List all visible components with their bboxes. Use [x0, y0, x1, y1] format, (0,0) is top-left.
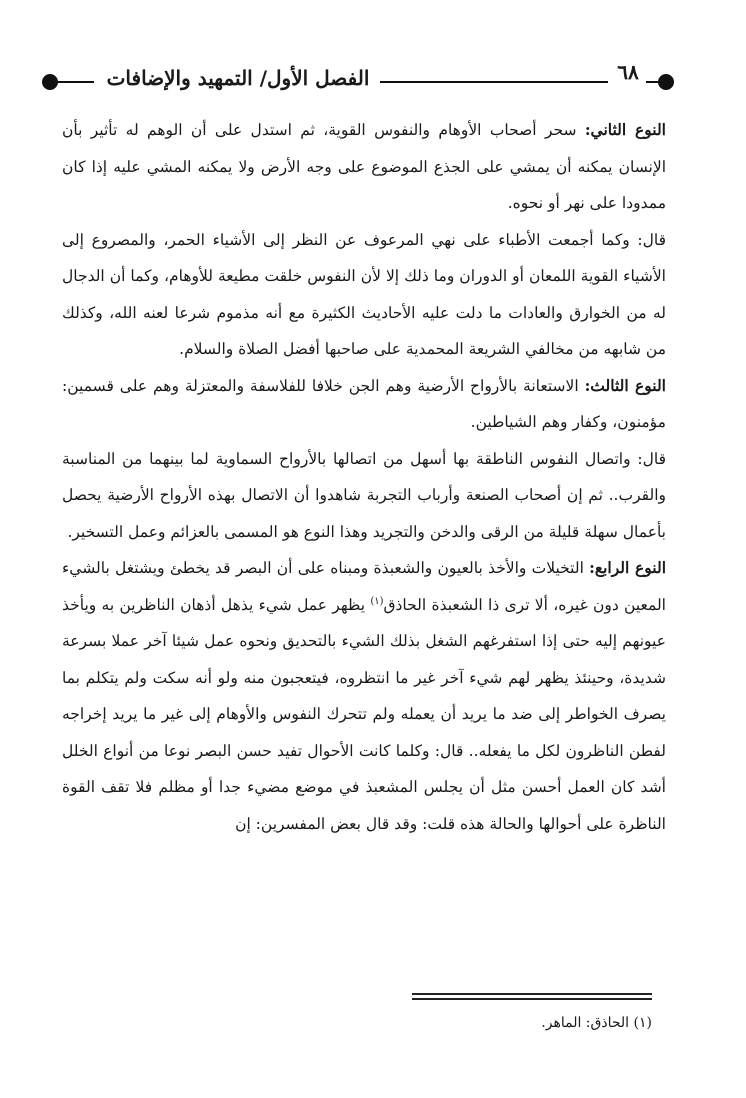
paragraph: [62, 222, 666, 368]
footnote: (١) الحاذق: الماهر.: [541, 1015, 652, 1031]
chapter-title: الفصل الأول/ التمهيد والإضافات: [106, 66, 370, 90]
paragraph: [62, 368, 666, 441]
paragraph-text: يظهر عمل شيء يذهل أذهان الناظرين به ويأخذ عيونهم إليه حتى إذا استفرغهم الشغل بذلك الشيء بالتحديق ونحوه عمل شيئا آخر عملا بسرعة شديدة، وحينئذ يظهر لهم شيء آخر غير ما انتظروه، فيتعجبون منه ولو أنه سكت ولم يتكلم بما يصرف الخواطر إلى ضد ما يريد أن يعمله ولم تتحرك النفوس والأوهام إلى غير ما يريد إخراجه لفطن الناظرون لكل ما يفعله.. قال: وكلما كانت الأحوال تفيد حسن البصر نوعا من أنواع الخلل أشد كان العمل أحسن مثل أن يجلس المشعبذ في موضع مضيء جدا أو مظلم فلا تقف القوة الناظرة على أحوالها والحالة هذه قلت: وقد قال بعض المفسرين: إن: [62, 595, 666, 833]
page-number: ٦٨: [617, 60, 639, 84]
header-rule: [380, 81, 608, 83]
paragraph: [62, 550, 666, 842]
header-rule: [56, 81, 94, 83]
paragraph-text: قال: واتصال النفوس الناطقة بها أسهل من اتصالها بالأرواح السماوية لما بينهما من المناسبة والقرب.. ثم إن أصحاب الصنعة وأرباب التجربة شاهدوا أن الاتصال بهذه الأرواح الأرضية يحصل بأعمال سهلة قليلة من الرقى والدخن والتجريد وهذا النوع هو المسمى بالعزائم وعمل التسخير.: [62, 449, 666, 541]
body-text: [62, 112, 666, 842]
paragraph-text: قال: وكما أجمعت الأطباء على نهي المرعوف عن النظر إلى الأشياء الحمر، والمصروع إلى الأشياء القوية اللمعان أو الدوران وما ذلك إلا لأن النفوس خلقت مطيعة للأوهام، وكما أن الدجال له من الخوارق والعادات ما دلت عليه الأحاديث الكثيرة مع أنه مذموم شرعا لعنه الله، وكذلك من شابهه من مخالفي الشريعة المحمدية على صاحبها أفضل الصلاة والسلام.: [62, 230, 666, 358]
paragraph-text: سحر أصحاب الأوهام والنفوس القوية، ثم استدل على أن الوهم له تأثير بأن الإنسان يمكنه أن يمشي على الجذع الموضوع على وجه الأرض ولا يمكنه المشي عليه إذا كان ممدودا على نهر أو نحوه.: [62, 121, 666, 212]
header-dot-right: [658, 74, 674, 90]
paragraph-text: التخيلات والأخذ بالعيون والشعبذة ومبناه على أن البصر قد يخطئ ويشتغل بالشيء المعين دون غيره، ألا ترى ذا الشعبذة الحاذق: [62, 559, 666, 614]
footnote-separator: [412, 998, 652, 1000]
running-header: [42, 58, 674, 98]
footnote-marker[interactable]: (١): [370, 595, 384, 607]
paragraph: [62, 112, 666, 222]
footnote-separator: [412, 993, 652, 995]
section-lead: النوع الثالث:: [584, 375, 666, 395]
paragraph-text: الاستعانة بالأرواح الأرضية وهم الجن خلافا للفلاسفة والمعتزلة وهم على قسمين: مؤمنون، وكفار وهم الشياطين.: [62, 376, 666, 431]
section-lead: النوع الرابع:: [589, 558, 666, 577]
section-lead: النوع الثاني:: [584, 120, 666, 139]
paragraph: [62, 441, 666, 551]
